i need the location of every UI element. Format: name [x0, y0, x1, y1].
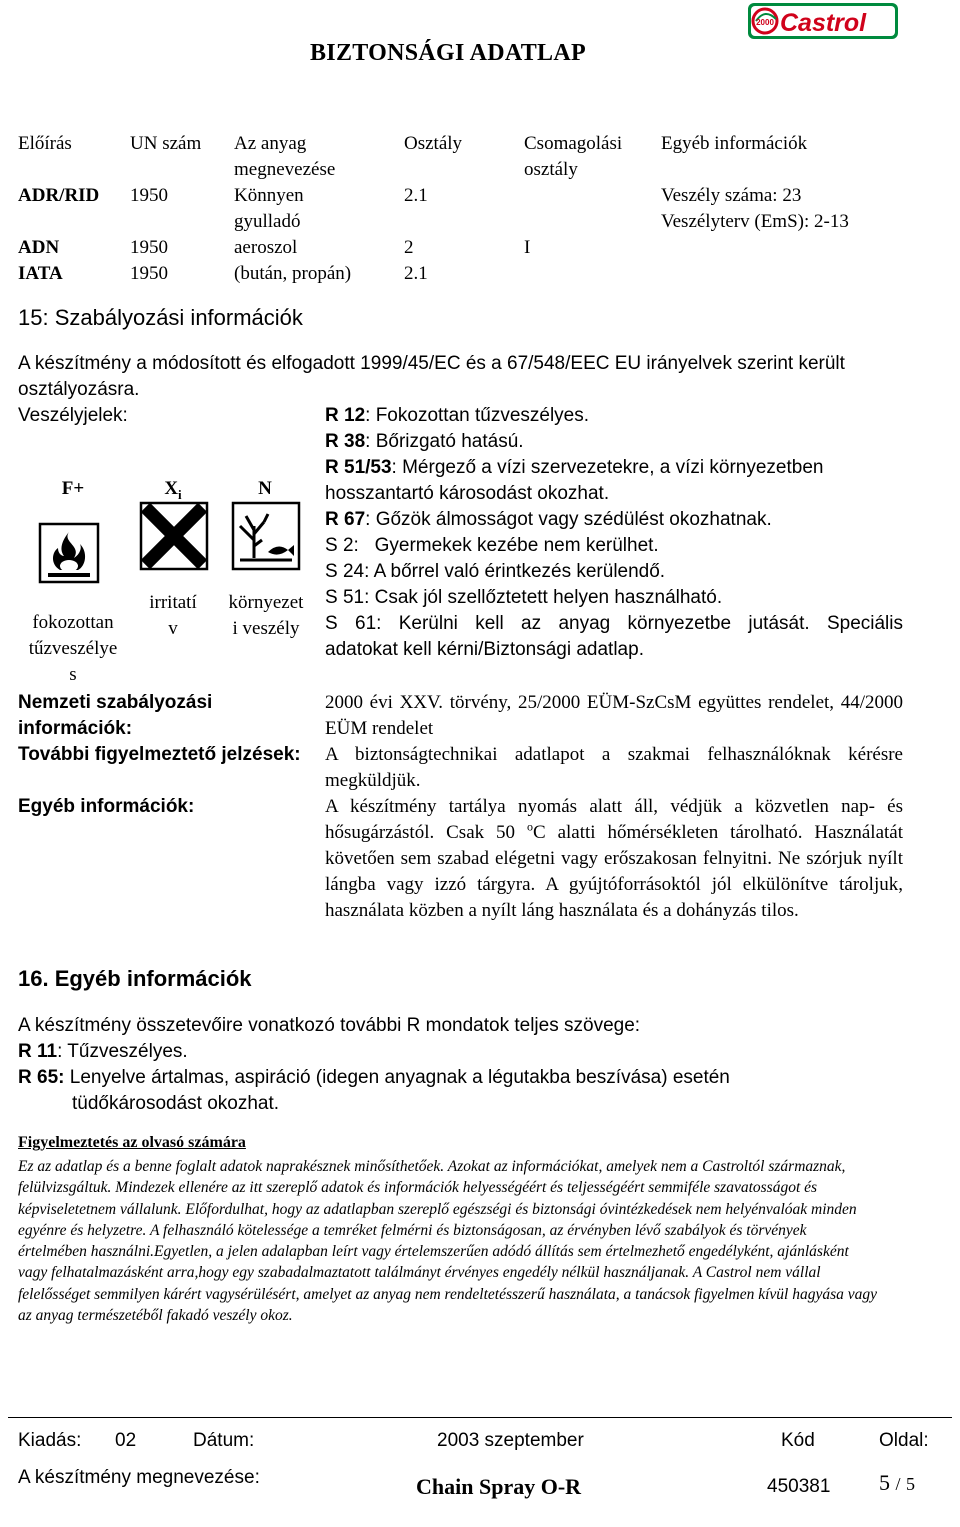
footer-page-sep: / [895, 1474, 901, 1494]
national-text: 2000 évi XXV. törvény, 25/2000 EÜM-SzCsM együttes rendelet, 44/2000 EÜM rendelet [325, 692, 903, 739]
section-16-body [18, 1013, 918, 1117]
row-adn-name: aeroszol [234, 237, 298, 258]
symbol-label-xi [133, 590, 213, 642]
phrase-s51: S 51: Csak jól szellőztetett helyen használható. [325, 587, 723, 608]
section-15-intro [18, 351, 908, 403]
row-adn-un: 1950 [130, 237, 168, 258]
header-name-2: megnevezése [234, 159, 336, 180]
symbol-label-f [18, 610, 128, 688]
header-rule: Előírás [18, 133, 72, 154]
phrase-r67-text: : Gőzök álmosságot vagy szédülést okozhatnak. [365, 509, 772, 530]
row-adn-class: 2 [404, 237, 414, 258]
other-text-sup: o [526, 819, 533, 834]
logo-text: Castrol [780, 9, 867, 37]
symbol-label-n-1: környezet [228, 592, 304, 613]
symbol-code-f: F+ [61, 478, 85, 499]
symbol-label-xi-1: irritatí [149, 592, 197, 613]
footer-page-current: 5 [879, 1470, 890, 1495]
row-adr-rule: ADR/RID [18, 185, 100, 206]
phrase-r12-text: : Fokozottan tűzveszélyes. [365, 405, 590, 426]
phrase-r12-code: R 12 [325, 405, 366, 426]
phrase-s61: S 61: Kerülni kell az anyag környezetbe jutását. Speciális [325, 613, 903, 634]
footer-page-label: Oldal: [879, 1430, 929, 1451]
phrase-r65-cont: tüdőkárosodást okozhat. [72, 1093, 280, 1114]
other-text [325, 794, 903, 924]
phrase-r67 [325, 507, 903, 533]
footer-code-value: 450381 [767, 1476, 831, 1497]
header-name: Az anyag [234, 133, 307, 154]
row-iata-name: (bután, propán) [234, 263, 352, 284]
risk-phrases [325, 403, 903, 663]
dead-tree-fish-icon [230, 500, 302, 572]
further-text: A biztonságtechnikai adatlapot a szakmai felhasználóknak kérésre megküldjük. [325, 744, 903, 791]
footer-issue-value: 02 [115, 1430, 137, 1451]
row-adr-class: 2.1 [404, 185, 428, 206]
footer-rule [8, 1417, 952, 1418]
row-adr-name: Könnyen [234, 185, 304, 206]
row-iata-un: 1950 [130, 263, 168, 284]
section-16-heading: 16. Egyéb információk [18, 966, 252, 991]
header-un: UN szám [130, 133, 202, 154]
phrase-r12 [325, 403, 903, 429]
warning-text: Ez az adatlap és a benne foglalt adatok naprakésznek minősíthetőek. Azokat az információkat, amelyek nem a Castroltól származnak, felülvizsgáltuk. Mindezek ellenére az itt szereplő adatok és információk helyességéért és teljességéért semmiféle szavatosságot és képviseletetnem vállalunk. Előfordulhat, hogy az adatlapban szereplő egészségi és biztonsági óvintézkedések nem helyénvalóak minden egyénre és helyzetre. A felhasználó kötelessége a temréket felmérni és biztonságosan, az érvényben lévő szabályok és törvények értelmében használni.Egyetlen, a jelen adalapban leírt vagy értelemszerűen adódó állítás sem értelmezhető engedélyként, ajánlásként vagy felhatalmazásként arra,hogy egy szabadalmaztatott találmányt érvényes engedély nélkül használjanak. A Castrol nem vállal felelősséget semmilyen kárért vagysérülésért, amelyet az anyag nem rendeltetésszerű használata, a tanácsok figyelmen kívül hagyása vagy az anyag természetéből fakadó veszély okoz. [18, 1158, 878, 1325]
phrase-r38-text: : Bőrizgató hatású. [365, 431, 524, 452]
phrase-r51-code: R 51/53 [325, 457, 392, 478]
footer-date-value: 2003 szeptember [437, 1430, 584, 1451]
symbol-label-f-2: tűzveszélye [28, 638, 118, 659]
national-label-2: információk: [18, 718, 133, 739]
phrase-r65-code: R 65: [18, 1067, 65, 1088]
phrase-r38-code: R 38 [325, 431, 366, 452]
row-adr-other-2: Veszélyterv (EmS): 2-13 [661, 211, 849, 232]
footer-product-value: Chain Spray O-R [416, 1474, 582, 1499]
footer-product-label: A készítmény megnevezése: [18, 1467, 260, 1488]
row-adn-rule: ADN [18, 237, 60, 258]
section-15-heading: 15: Szabályozási információk [18, 305, 303, 330]
symbol-label-n [218, 590, 314, 642]
symbols-label: Veszélyjelek: [18, 405, 128, 426]
symbol-label-xi-2: v [168, 618, 178, 639]
phrase-r51-text: : Mérgező a vízi szervezetekre, a vízi környezetben [391, 457, 824, 478]
symbol-label-f-3: s [69, 664, 77, 685]
warning-heading: Figyelmeztetés az olvasó számára [18, 1134, 246, 1151]
phrase-s61-cont: adatokat kell kérni/Biztonsági adatlap. [325, 639, 644, 660]
symbol-code-xi-main: X [164, 478, 179, 499]
footer-page-number [879, 1470, 915, 1496]
hazard-symbols [18, 470, 318, 690]
phrase-r11-text: : Tűzveszélyes. [57, 1041, 188, 1062]
footer-issue-label: Kiadás: [18, 1430, 82, 1451]
row-adr-name-2: gyulladó [234, 211, 301, 232]
phrase-r67-code: R 67 [325, 509, 366, 530]
phrase-r51-cont: hosszantartó károsodást okozhat. [325, 483, 610, 504]
section-16-intro: A készítmény összetevőire vonatkozó további R mondatok teljes szövege: [18, 1015, 641, 1036]
national-label-1: Nemzeti szabályozási [18, 692, 213, 713]
castrol-logo [742, 0, 900, 42]
phrase-r65 [18, 1065, 918, 1091]
header-class: Osztály [404, 133, 463, 154]
footer-code-label: Kód [781, 1430, 815, 1451]
phrase-r51 [325, 455, 903, 481]
other-label: Egyéb információk: [18, 796, 195, 817]
symbol-label-f-1: fokozottan [32, 612, 114, 633]
page-title: BIZTONSÁGI ADATLAP [310, 40, 586, 66]
logo-badge: 2000 [756, 18, 774, 27]
phrase-r11 [18, 1039, 918, 1065]
header-other: Egyéb információk [661, 133, 808, 154]
section-15-intro-line1: A készítmény a módosított és elfogadott 1999/45/EC és a 67/548/EEC EU irányelvek szerint került [18, 353, 845, 374]
row-adr-un: 1950 [130, 185, 168, 206]
footer-date-label: Dátum: [193, 1430, 255, 1451]
phrase-r65-text: Lenyelve ártalmas, aspiráció (idegen anyagnak a légutakba beszívása) esetén [64, 1067, 730, 1088]
phrase-s24: S 24: A bőrrel való érintkezés kerülendő. [325, 561, 666, 582]
castrol-logo-graphic [742, 0, 900, 42]
other-text-b: C alatti hőmérsékleten tárolható. Használatát követően sem szabad elégetni vagy erőszakosan felnyitni. Ne szórjuk nyílt lángba vagy izzó tárgyra. A gyújtóforrásoktól jól elkülönítve tároljuk, használata közben a nyílt láng használata és a dohányzás tilos. [325, 822, 903, 921]
national-label [18, 690, 212, 742]
row-iata-rule: IATA [18, 263, 63, 284]
symbol-code-xi-sub: i [178, 486, 182, 502]
further-label: További figyelmeztető jelzések: [18, 744, 301, 765]
phrase-r11-code: R 11 [18, 1041, 58, 1062]
footer-page-total: 5 [906, 1474, 916, 1494]
row-adr-other: Veszély száma: 23 [661, 185, 802, 206]
symbol-code-n: N [258, 478, 272, 499]
other-text-a: A készítmény tartálya nyomás alatt áll, védjük a közvetlen nap- és hősugárzástól. Csak 50 [325, 796, 903, 843]
symbol-label-n-2: i veszély [232, 618, 300, 639]
flame-icon [38, 522, 100, 584]
phrase-r38 [325, 429, 903, 455]
cross-icon [138, 500, 210, 572]
row-adn-pack: I [524, 237, 531, 258]
header-pack: Csomagolási [524, 133, 623, 154]
row-iata-class: 2.1 [404, 263, 428, 284]
phrase-s2: S 2: Gyermekek kezébe nem kerülhet. [325, 535, 659, 556]
section-15-intro-line2: osztályozásra. [18, 379, 140, 400]
header-pack-2: osztály [524, 159, 578, 180]
